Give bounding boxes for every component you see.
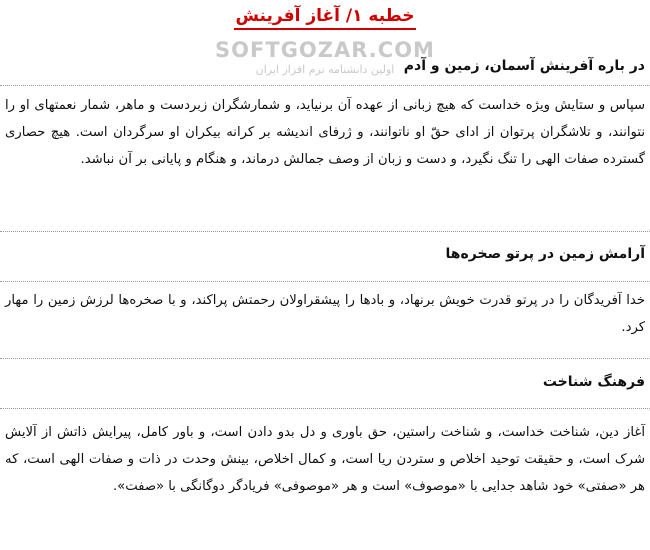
section-heading-knowledge: فرهنگ شناخت: [542, 374, 645, 390]
watermark-tagline: اولین دانشنامه نرم افزار ایران: [255, 63, 395, 77]
section-heading-creation: در باره آفرینش آسمان، زمین و آدم: [403, 58, 645, 74]
section-divider: [0, 281, 650, 282]
section-divider: [0, 408, 650, 409]
section-divider: [0, 231, 650, 232]
paragraph-knowledge: آغاز دین، شناخت خداست، و شناخت راستین، حق باوری و دل بدو دادن است، و باور کامل، پیرایش ذاتش از آلایش شرک است، و حقیقت توحید اخلاص و ستردن ریا است، و کمال اخلاص، بینش وحدت در ذات و صفات الهی است، که هر «صفتی» خود شاهد جدایی با «موصوف» است و هر «موصوفی» فریادگر دوگانگی با «صفت».: [5, 425, 645, 494]
paragraph-creation: سپاس و ستایش ویژه خداست که هیچ زبانی از عهده آن برنیاید، و شمارشگران زبردست و ماهر، شمار نعمتهای او را نتوانند، و تلاشگران پرتوان از ادای حقّ او ناتوانند، و ژرفای اندیشه بر کرانه بیکران او سرگردان است. هیچ حصاری گسترده صفات الهی را تنگ نگیرد، و دست و زبان از وصف جمالش درماند، و هنگام و پایانی بر آن نباشد.: [5, 98, 645, 167]
sermon-title-text: خطبه ۱/ آغاز آفرینش: [234, 6, 417, 30]
section-heading-earth-stability: آرامش زمین در پرتو صخره‌ها: [445, 246, 645, 262]
section-divider: [0, 85, 650, 86]
section-divider: [0, 358, 650, 359]
paragraph-earth-stability: خدا آفریدگان را در پرتو قدرت خویش برنهاد، و بادها را پیشقراولان رحمتش پراکند، و با صخره‌ها لرزش زمین را مهار کرد.: [5, 293, 645, 335]
sermon-title: [0, 6, 650, 30]
watermark-brand: SOFTGOZAR.COM: [215, 38, 435, 62]
